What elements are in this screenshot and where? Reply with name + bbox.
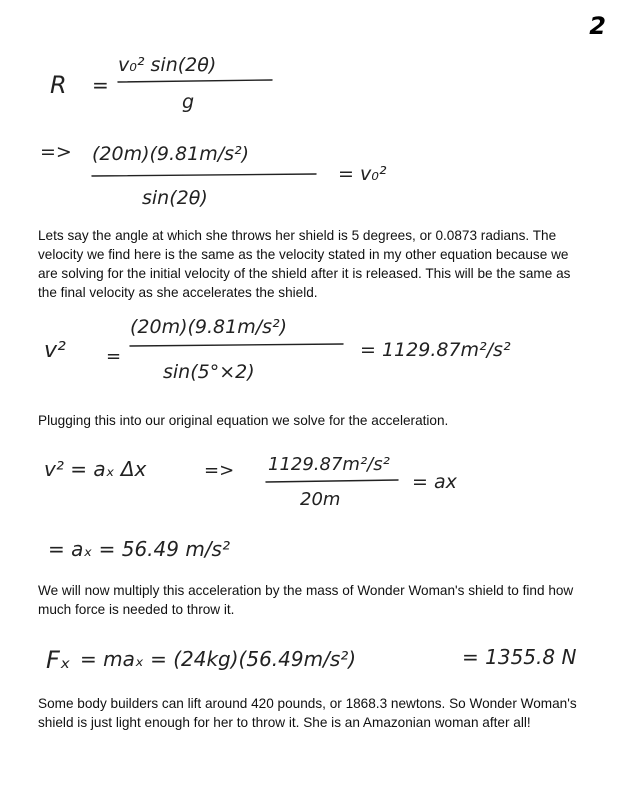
eq3-rhs: = 1129.87m²/s² — [360, 339, 511, 361]
eq4-denominator: 20m — [300, 489, 341, 510]
equation-force — [46, 645, 576, 674]
eq4-rhs: = ax — [412, 471, 457, 493]
equation-range — [50, 54, 272, 113]
eq4-lhs: v² = aₓ Δx — [44, 457, 147, 481]
eq4-fraction-bar — [266, 480, 398, 482]
equation-velocity-value — [44, 316, 511, 383]
eq3-eq: = — [106, 346, 122, 367]
equation-v0-squared — [40, 141, 387, 209]
eq1-numerator: v₀² sin(2θ) — [118, 54, 217, 76]
eq4-arrow: => — [204, 460, 235, 481]
paragraph-angle-velocity: Lets say the angle at which she throws her shield is 5 degrees, or 0.0873 radians. The velocity we find here is the same as the velocity stated in my other equation because we are solving for the initial velocity of the shield after it is released. This will be the same as the final velocity as she accelerates the shield. — [38, 228, 571, 300]
eq1-fraction-bar — [118, 80, 272, 82]
eq3-numerator: (20m)(9.81m/s²) — [130, 316, 288, 338]
eq2-numerator: (20m)(9.81m/s²) — [92, 143, 250, 165]
paragraph-plugging: Plugging this into our original equation we solve for the acceleration. — [38, 413, 449, 428]
eq4-numerator: 1129.87m²/s² — [268, 454, 390, 475]
eq2-rhs: = v₀² — [338, 163, 387, 185]
paragraph-force-intro: We will now multiply this acceleration by the mass of Wonder Woman's shield to find how much force is needed to throw it. — [38, 583, 574, 617]
equation-acceleration — [44, 454, 458, 510]
eq5-text: = aₓ = 56.49 m/s² — [48, 537, 230, 561]
eq6-lhs: Fₓ — [46, 646, 71, 674]
eq3-fraction-bar — [130, 344, 343, 346]
eq3-denominator: sin(5°×2) — [163, 361, 255, 383]
page-number: 2 — [589, 12, 606, 40]
eq2-arrow: => — [40, 141, 72, 163]
eq6-mid: = maₓ = (24kg)(56.49m/s²) — [80, 647, 357, 671]
eq1-denominator: g — [182, 91, 195, 113]
eq3-lhs: v² — [44, 338, 66, 363]
eq6-rhs: = 1355.8 N — [462, 645, 577, 669]
eq2-denominator: sin(2θ) — [142, 187, 208, 209]
paragraph-conclusion: Some body builders can lift around 420 pounds, or 1868.3 newtons. So Wonder Woman's shield is just light enough for her to throw it. She is an Amazonian woman after all! — [38, 696, 577, 730]
eq1-eq: = — [92, 73, 109, 97]
eq1-lhs: R — [50, 71, 67, 99]
equation-acceleration-result — [48, 537, 230, 561]
eq2-fraction-bar — [92, 174, 316, 176]
